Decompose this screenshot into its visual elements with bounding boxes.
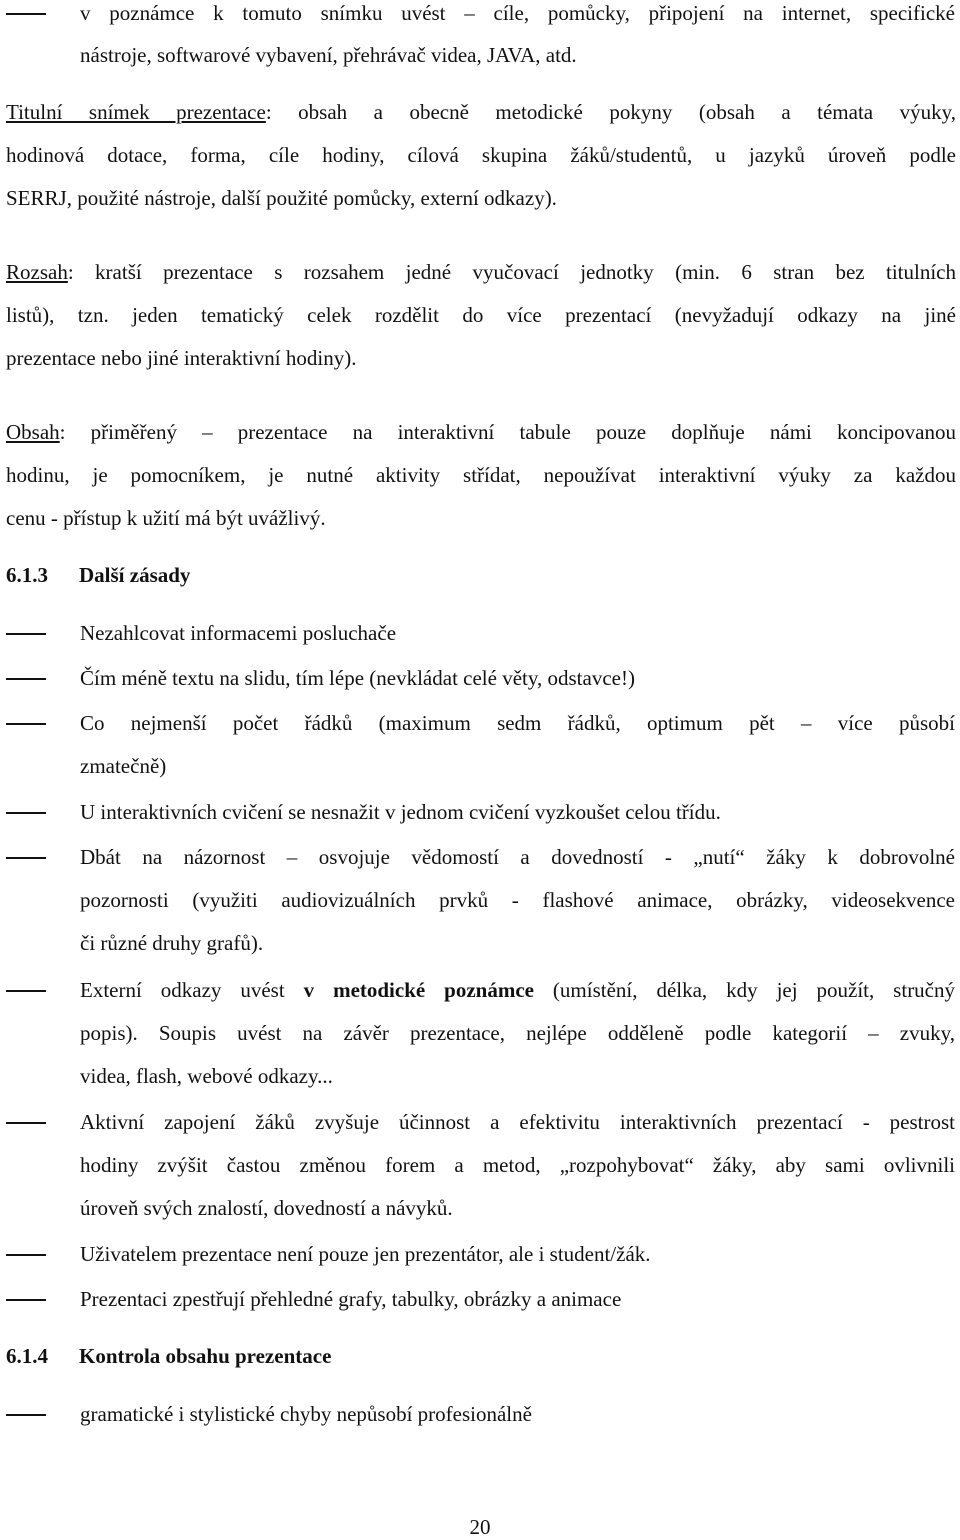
bullet-item: gramatické i stylistické chyby nepůsobí profesionálně <box>80 1402 532 1426</box>
bullet-dash <box>6 1414 46 1416</box>
scope-line-2: listů), tzn. jeden tematický celek rozdělit do více prezentací (nevyžadují odkazy na jiné <box>6 303 956 327</box>
bullet-item: Nezahlcovat informacemi posluchače <box>80 621 397 645</box>
bullet-dash <box>6 678 46 680</box>
content-label: Obsah <box>6 420 60 444</box>
bullet-dash <box>6 812 46 814</box>
bullet-item-continuation: videa, flash, webové odkazy... <box>80 1064 333 1088</box>
bullet-item: Uživatelem prezentace není pouze jen prezentátor, ale i student/žák. <box>80 1242 651 1266</box>
scope-label: Rozsah <box>6 260 68 284</box>
content-line-1: Obsah: přiměřený – prezentace na interaktivní tabule pouze doplňuje námi koncipovanou <box>6 420 956 444</box>
bullet-item: Prezentaci zpestřují přehledné grafy, tabulky, obrázky a animace <box>80 1287 622 1311</box>
bullet-dash <box>6 723 46 725</box>
bullet-item: Co nejmenší počet řádků (maximum sedm řádků, optimum pět – více působí <box>80 711 955 735</box>
bullet-item-continuation: zmatečně) <box>80 754 167 778</box>
bullet-item-continuation: či různé druhy grafů). <box>80 931 264 955</box>
section-number: 6.1.4 <box>6 1344 48 1368</box>
title-slide-line-3: SERRJ, použité nástroje, další použité pomůcky, externí odkazy). <box>6 186 557 210</box>
title-slide-label: Titulní snímek prezentace <box>6 100 266 124</box>
section-number: 6.1.3 <box>6 563 48 587</box>
bullet-item: Aktivní zapojení žáků zvyšuje účinnost a efektivitu interaktivních prezentací - pestrost <box>80 1110 955 1134</box>
bullet-item-continuation: popis). Soupis uvést na závěr prezentace, nejlépe odděleně podle kategorií – zvuky, <box>80 1021 955 1045</box>
content-line-3: cenu - přístup k užití má být uvážlivý. <box>6 506 326 530</box>
bullet-item: Dbát na názornost – osvojuje vědomostí a dovedností - „nutí“ žáky k dobrovolné <box>80 845 955 869</box>
top-bullet-line-1: v poznámce k tomuto snímku uvést – cíle, pomůcky, připojení na internet, specifické <box>80 1 955 25</box>
page-number: 20 <box>469 1515 491 1539</box>
bullet-item-continuation: úroveň svých znalostí, dovedností a návyků. <box>80 1196 453 1220</box>
bullet-dash <box>6 990 46 992</box>
bullet-item: U interaktivních cvičení se nesnažit v jednom cvičení vyzkoušet celou třídu. <box>80 800 721 824</box>
bullet-dash <box>6 1299 46 1301</box>
bold-phrase: v metodické poznámce <box>303 978 534 1002</box>
scope-line-3: prezentace nebo jiné interaktivní hodiny). <box>6 346 357 370</box>
bullet-dash <box>6 1122 46 1124</box>
top-bullet-line-2: nástroje, softwarové vybavení, přehrávač videa, JAVA, atd. <box>80 43 577 67</box>
bullet-dash <box>6 13 46 15</box>
title-slide-line-2: hodinová dotace, forma, cíle hodiny, cílová skupina žáků/studentů, u jazyků úroveň podle <box>6 143 956 167</box>
bullet-item: Čím méně textu na slidu, tím lépe (nevkládat celé věty, odstavce!) <box>80 666 635 690</box>
bullet-item: Externí odkazy uvést v metodické poznámce (umístění, délka, kdy jej použít, stručný <box>80 978 956 1002</box>
section-title: Další zásady <box>79 563 191 587</box>
bullet-item-continuation: pozornosti (využiti audiovizuálních prvků - flashové animace, obrázky, videosekvence <box>80 888 955 912</box>
title-slide-line-1: Titulní snímek prezentace: obsah a obecně metodické pokyny (obsah a témata výuky, <box>6 100 956 124</box>
section-title: Kontrola obsahu prezentace <box>79 1344 332 1368</box>
scope-line-1: Rozsah: kratší prezentace s rozsahem jedné vyučovací jednotky (min. 6 stran bez titulních <box>6 260 956 284</box>
section-heading-613 <box>6 562 190 588</box>
content-line-2: hodinu, je pomocníkem, je nutné aktivity střídat, nepoužívat interaktivní výuky za každou <box>6 463 956 487</box>
bullet-dash <box>6 633 46 635</box>
bullet-dash <box>6 1254 46 1256</box>
bullet-item-continuation: hodiny zvýšit častou změnou forem a metod, „rozpohybovat“ žáky, aby sami ovlivnili <box>80 1153 955 1177</box>
bullet-dash <box>6 857 46 859</box>
section-heading-614 <box>6 1343 331 1369</box>
